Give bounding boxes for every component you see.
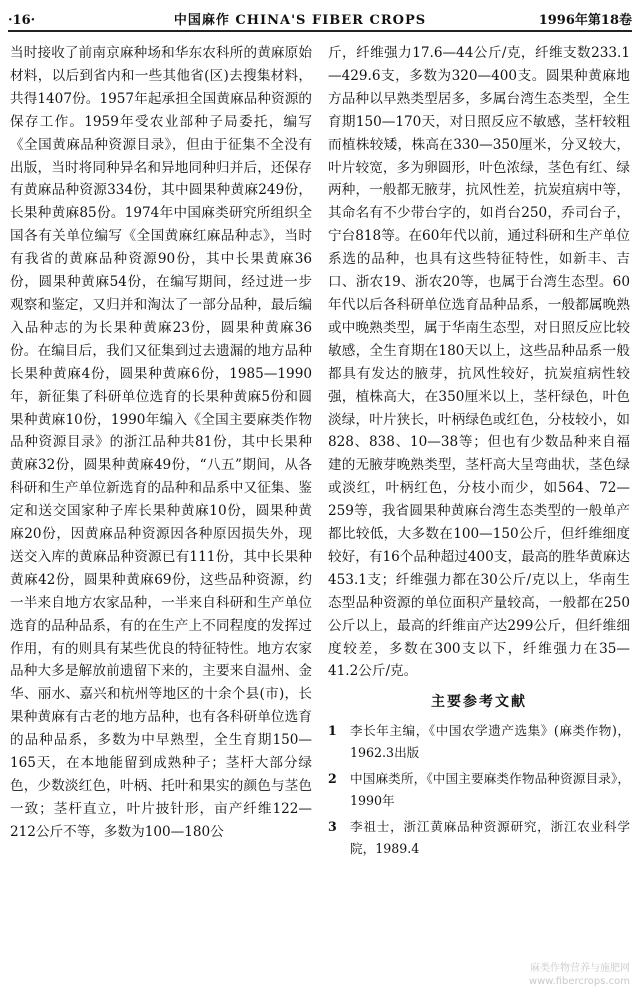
reference-item [328, 768, 630, 812]
left-column [10, 42, 312, 844]
reference-text: 李长年主编，《中国农学遗产选集》(麻类作物)，1962.3出版 [350, 723, 630, 761]
issue-label: 1996年第18卷 [538, 13, 632, 28]
journal-title: 中国麻作 CHINA'S FIBER CROPS [173, 13, 427, 28]
watermark-url: www.fibercrops.com [528, 976, 630, 987]
reference-number: 1 [328, 723, 337, 739]
reference-text: 李祖士，浙江黄麻品种资源研究，浙江农业科学院，1989.4 [350, 819, 630, 857]
references-title: 主要参考文献 [431, 694, 527, 711]
page-header [8, 6, 632, 32]
right-column [328, 42, 630, 864]
body-paragraph: 当时接收了前南京麻种场和华东农科所的黄麻原始材料，以后到省内和一些其他省(区)去搜集材料，共得1407份。1957年起承担全国黄麻品种资源的保存工作。1959年受农业部种子局委托，编写《全国黄麻品种资源目录》，但由于征集不全没有出版，当时将同种异名和异地同种归并后，还保存有黄麻品种资源334份，其中圆果种黄麻249份，长果种黄麻85份。1974年中国麻类研究所组织全国各有关单位编写《全国黄麻红麻品种志》，当时有我省的黄麻品种资源90份，其中长果黄麻36份，圆果种黄麻54份，在编写期间，经过进一步观察和鉴定，又归并和淘汰了一部分品种，最后编入品种志的为长果种黄麻23份，圆果种黄麻36份。在编目后，我们又征集到过去遗漏的地方品种长果种黄麻4份，圆果种黄麻6份，1985—1990年，新征集了科研单位选育的长果种黄麻5份和圆果种黄麻10份，1990年编入《全国主要麻类作物品种资源目录》的浙江品种共81份，其中长果种黄麻32份，圆果种黄麻49份，“八五”期间，从各科研和生产单位新选育的品种和品系中又征集、鉴定和送交国家种子库长果种黄麻10份，圆果种黄麻20份，因黄麻品种资源因各种原因损失外，现送交入库的黄麻品种资源已有111份，其中长果种黄麻42份，圆果种黄麻69份，这些品种资源，约一半来自地方农家品种，一半来自科研和生产单位选育的品种品系，有的在生产上不同程度的发挥过作用，有的则具有某些优良的特征特性。地方农家品种大多是解放前遗留下来的，主要来自温州、金华、丽水、嘉兴和杭州等地区的十余个县(市)，长果种黄麻有古老的地方品种，也有各科研单位选育的品种品系，多数为中早熟型，全生育期150—165天，在本地能留到成熟种子；茎杆大部分绿色，少数淡红色，叶柄、托叶和果实的颜色与茎色一致；茎杆直立，叶片披针形，亩产纤维122—212公斤不等，多数为100—180公 [10, 45, 312, 840]
reference-item [328, 816, 630, 860]
watermark-site-name: 麻类作物营养与施肥网 [530, 963, 630, 974]
reference-number: 2 [328, 771, 337, 787]
watermark [529, 962, 630, 988]
reference-number: 3 [328, 819, 337, 835]
reference-text: 中国麻类所，《中国主要麻类作物品种资源目录》，1990年 [350, 771, 630, 809]
reference-item [328, 720, 630, 764]
body-paragraph: 斤，纤维强力17.6—44公斤/克，纤维支数233.1—429.6支，多数为320—400支。圆果种黄麻地方品种以早熟类型居多，多属台湾生态类型，全生育期150—170天，对日照反应不敏感，茎杆较粗而植株较矮，株高在330—350厘米，分叉较大，叶片较宽，多为卵圆形，叶色浓绿，茎色有红、绿两种，一般都无腋芽，抗风性差，抗炭疽病中等，其命名有不少带台字的，如肖台250，乔司台子，宁台818等。在60年代以前，通过科研和生产单位系选的品种，也具有这些特征特性，如新丰、吉口、浙农19、浙农20等，也属于台湾生态型。60年代以后各科研单位选育品种品系，一般都属晚熟或中晚熟类型，属于华南生态型，对日照反应比较敏感，全生育期在180天以上，这些品种品系一般都具有发达的腋芽，抗风性较好，抗炭疽病性较强，植株高大，在350厘米以上，茎杆绿色，叶色淡绿，叶片狭长，叶柄绿色或红色，分枝较小，如828、838、10—38等；但也有少数品种来自福建的无腋芽晚熟类型，茎杆高大呈弯曲状，茎色绿或淡红，叶柄红色，分枝小而少，如564、72—259等，我省圆果种黄麻台湾生态类型的一般单产都比较低，大多数在100—150公斤，但纤维细度较好，有16个品种超过400支，最高的胜华黄麻达453.1支；纤维强力都在30公斤/克以上，华南生态型品种资源的单位面积产量较高，一般都在250公斤以上，最高的纤维亩产达299公斤，但纤维细度较差，多数在300支以下，纤维强力在35—41.2公斤/克。 [328, 45, 630, 680]
page-number: ·16· [8, 13, 36, 28]
